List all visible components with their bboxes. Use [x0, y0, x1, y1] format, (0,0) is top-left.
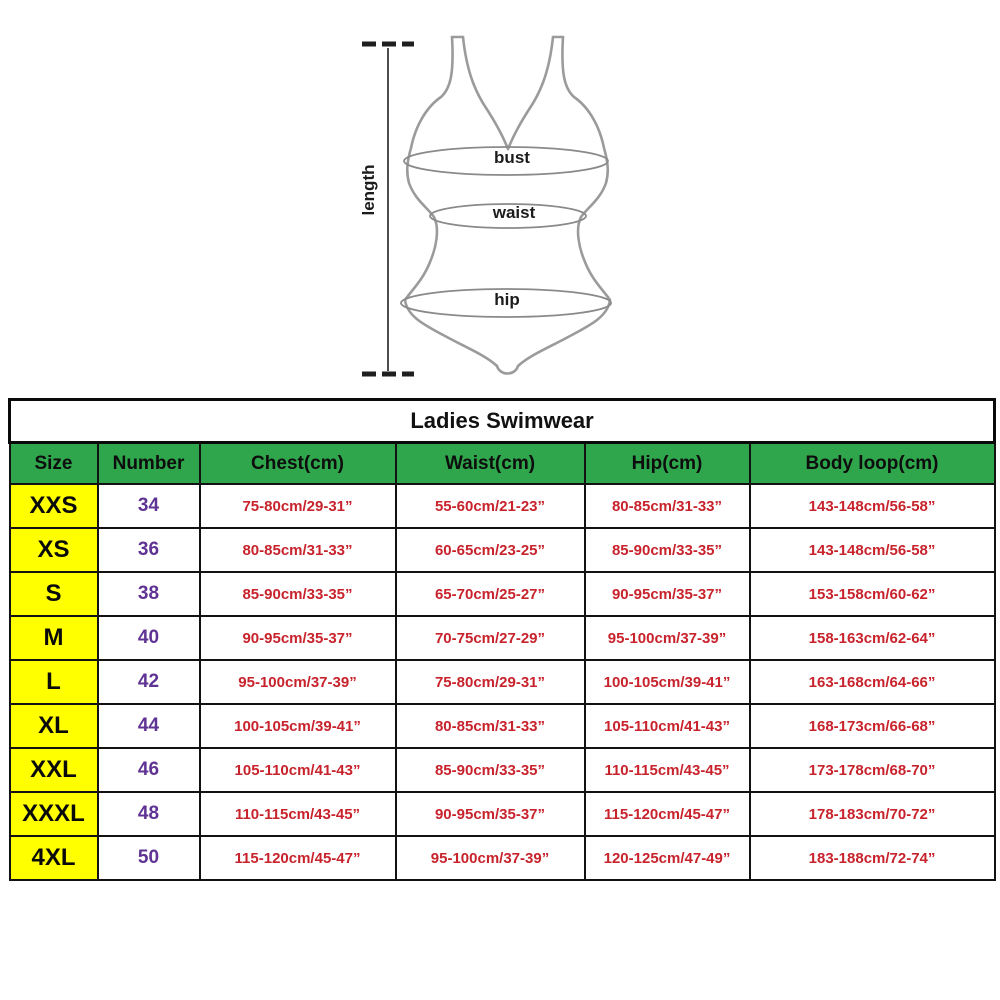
column-header-waist-cm: Waist(cm): [396, 443, 585, 485]
chest-cell: 100-105cm/39-41”: [200, 704, 396, 748]
waist-cell: 55-60cm/21-23”: [396, 484, 585, 528]
number-cell: 40: [98, 616, 200, 660]
waist-label: waist: [492, 203, 536, 222]
table-row: [10, 660, 995, 704]
waist-cell: 95-100cm/37-39”: [396, 836, 585, 880]
hip-cell: 110-115cm/43-45”: [585, 748, 750, 792]
waist-cell: 65-70cm/25-27”: [396, 572, 585, 616]
column-header-body-loop-cm: Body loop(cm): [750, 443, 995, 485]
table-title: Ladies Swimwear: [10, 400, 995, 443]
hip-cell: 95-100cm/37-39”: [585, 616, 750, 660]
chest-cell: 115-120cm/45-47”: [200, 836, 396, 880]
hip-cell: 105-110cm/41-43”: [585, 704, 750, 748]
chest-cell: 90-95cm/35-37”: [200, 616, 396, 660]
number-cell: 34: [98, 484, 200, 528]
chest-cell: 95-100cm/37-39”: [200, 660, 396, 704]
table-title-row: [10, 400, 995, 443]
waist-cell: 90-95cm/35-37”: [396, 792, 585, 836]
table-header-row: [10, 443, 995, 485]
number-cell: 44: [98, 704, 200, 748]
body-loop-cell: 173-178cm/68-70”: [750, 748, 995, 792]
waist-cell: 85-90cm/33-35”: [396, 748, 585, 792]
swimsuit-measurement-diagram: [0, 0, 1000, 398]
body-loop-cell: 158-163cm/62-64”: [750, 616, 995, 660]
number-cell: 46: [98, 748, 200, 792]
table-row: [10, 704, 995, 748]
waist-cell: 80-85cm/31-33”: [396, 704, 585, 748]
number-cell: 50: [98, 836, 200, 880]
column-header-chest-cm: Chest(cm): [200, 443, 396, 485]
size-cell: XXL: [10, 748, 98, 792]
size-chart-table: [8, 398, 996, 881]
waist-cell: 75-80cm/29-31”: [396, 660, 585, 704]
hip-cell: 80-85cm/31-33”: [585, 484, 750, 528]
column-header-size: Size: [10, 443, 98, 485]
hip-cell: 100-105cm/39-41”: [585, 660, 750, 704]
size-cell: XXXL: [10, 792, 98, 836]
hip-cell: 85-90cm/33-35”: [585, 528, 750, 572]
body-loop-cell: 163-168cm/64-66”: [750, 660, 995, 704]
size-cell: L: [10, 660, 98, 704]
size-cell: S: [10, 572, 98, 616]
number-cell: 48: [98, 792, 200, 836]
body-loop-cell: 153-158cm/60-62”: [750, 572, 995, 616]
column-header-number: Number: [98, 443, 200, 485]
length-label: length: [359, 164, 378, 216]
number-cell: 42: [98, 660, 200, 704]
body-loop-cell: 143-148cm/56-58”: [750, 484, 995, 528]
table-row: [10, 748, 995, 792]
size-cell: M: [10, 616, 98, 660]
size-cell: XS: [10, 528, 98, 572]
table-row: [10, 792, 995, 836]
chest-cell: 80-85cm/31-33”: [200, 528, 396, 572]
body-loop-cell: 183-188cm/72-74”: [750, 836, 995, 880]
body-loop-cell: 168-173cm/66-68”: [750, 704, 995, 748]
size-cell: 4XL: [10, 836, 98, 880]
chest-cell: 85-90cm/33-35”: [200, 572, 396, 616]
hip-cell: 120-125cm/47-49”: [585, 836, 750, 880]
table-row: [10, 484, 995, 528]
table-row: [10, 836, 995, 880]
number-cell: 38: [98, 572, 200, 616]
body-loop-cell: 143-148cm/56-58”: [750, 528, 995, 572]
chest-cell: 105-110cm/41-43”: [200, 748, 396, 792]
table-row: [10, 616, 995, 660]
hip-cell: 115-120cm/45-47”: [585, 792, 750, 836]
table-row: [10, 528, 995, 572]
size-cell: XL: [10, 704, 98, 748]
number-cell: 36: [98, 528, 200, 572]
size-cell: XXS: [10, 484, 98, 528]
chest-cell: 75-80cm/29-31”: [200, 484, 396, 528]
column-header-hip-cm: Hip(cm): [585, 443, 750, 485]
body-loop-cell: 178-183cm/70-72”: [750, 792, 995, 836]
table-row: [10, 572, 995, 616]
hip-label: hip: [494, 290, 520, 309]
waist-cell: 70-75cm/27-29”: [396, 616, 585, 660]
chest-cell: 110-115cm/43-45”: [200, 792, 396, 836]
hip-cell: 90-95cm/35-37”: [585, 572, 750, 616]
waist-cell: 60-65cm/23-25”: [396, 528, 585, 572]
bust-label: bust: [494, 148, 530, 167]
